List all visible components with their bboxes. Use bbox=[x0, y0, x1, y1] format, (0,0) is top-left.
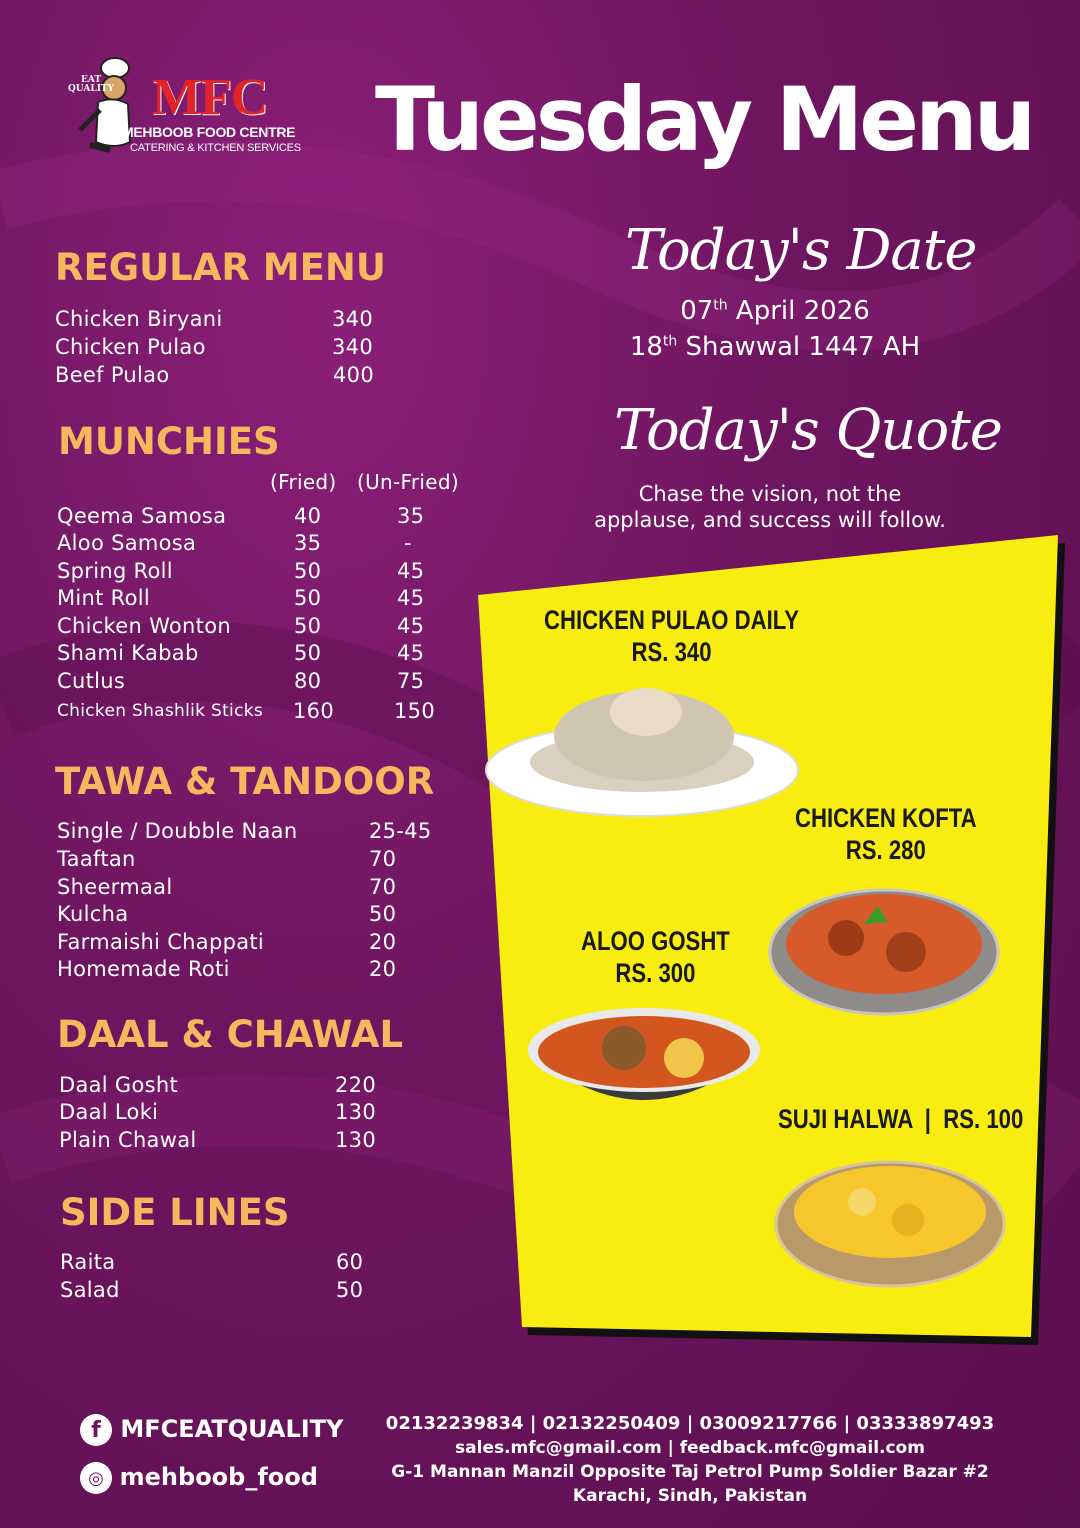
section-heading-regular-menu: REGULAR MENU bbox=[55, 246, 386, 289]
item-price: 70 bbox=[369, 847, 397, 871]
email-addresses: sales.mfc@gmail.com | feedback.mfc@gmail.com bbox=[455, 1438, 925, 1458]
hijri-suffix: th bbox=[662, 333, 678, 350]
todays-quote-heading: Today's Quote bbox=[614, 398, 1002, 463]
brand-subtitle: CATERING & KITCHEN SERVICES bbox=[130, 142, 301, 154]
section-heading-munchies: MUNCHIES bbox=[58, 420, 280, 463]
item-price-unfried: 45 bbox=[397, 641, 425, 665]
gregorian-suffix: th bbox=[713, 297, 728, 314]
item-name: Salad bbox=[60, 1278, 120, 1302]
item-price-unfried: 45 bbox=[397, 586, 425, 610]
facebook-handle: MFCEATQUALITY bbox=[120, 1415, 344, 1443]
item-price: 220 bbox=[335, 1073, 376, 1097]
item-name: Daal Loki bbox=[59, 1100, 159, 1124]
item-price-fried: 35 bbox=[294, 531, 322, 555]
address-line: G-1 Mannan Manzil Opposite Taj Petrol Pump Soldier Bazar #2 bbox=[391, 1462, 989, 1482]
item-price: 25-45 bbox=[369, 819, 432, 843]
item-price: 50 bbox=[369, 902, 397, 926]
item-name: Mint Roll bbox=[57, 586, 151, 610]
phone-numbers: 02132239834 | 02132250409 | 03009217766 | 03333897493 bbox=[385, 1413, 995, 1434]
item-price: 400 bbox=[333, 363, 374, 387]
logo-tagline: EAT QUALITY bbox=[67, 75, 115, 94]
item-name: Aloo Samosa bbox=[57, 531, 197, 555]
item-name: Chicken Biryani bbox=[55, 307, 223, 331]
special-chicken-pulao bbox=[544, 604, 799, 668]
item-price-fried: 50 bbox=[294, 641, 322, 665]
chicken-kofta-image bbox=[766, 874, 1002, 1024]
dish-price: RS. 280 bbox=[845, 835, 926, 865]
item-price: 130 bbox=[335, 1100, 376, 1124]
item-price: 70 bbox=[369, 875, 397, 899]
todays-date-heading: Today's Date bbox=[625, 218, 977, 283]
item-price: 60 bbox=[336, 1250, 364, 1274]
item-price-unfried: 35 bbox=[397, 504, 425, 528]
item-name: Single / Doubble Naan bbox=[57, 819, 298, 843]
item-price-unfried: 150 bbox=[394, 699, 435, 723]
item-price-fried: 80 bbox=[294, 669, 322, 693]
gregorian-day: 07 bbox=[680, 296, 714, 326]
item-name: Qeema Samosa bbox=[57, 504, 227, 528]
item-price-unfried: - bbox=[404, 531, 412, 555]
item-name: Spring Roll bbox=[57, 559, 173, 583]
item-name: Shami Kabab bbox=[57, 641, 199, 665]
item-price-fried: 50 bbox=[294, 614, 322, 638]
special-chicken-kofta bbox=[795, 802, 977, 866]
column-header-unfried: (Un-Fried) bbox=[357, 470, 459, 494]
hijri-date bbox=[610, 332, 940, 362]
hijri-month-year: Shawwal 1447 AH bbox=[677, 332, 921, 362]
item-price-fried: 50 bbox=[294, 559, 322, 583]
special-suji-halwa: SUJI HALWA | RS. 100 bbox=[778, 1104, 1024, 1134]
item-price: 340 bbox=[332, 307, 373, 331]
item-price-fried: 50 bbox=[294, 586, 322, 610]
page-title: Tuesday Menu bbox=[375, 68, 1033, 171]
item-price-unfried: 45 bbox=[397, 559, 425, 583]
contact-info bbox=[378, 1412, 1002, 1508]
dish-price: RS. 340 bbox=[631, 637, 712, 667]
gregorian-date bbox=[630, 296, 920, 326]
suji-halwa-image bbox=[770, 1150, 1010, 1300]
hijri-day: 18 bbox=[629, 332, 663, 362]
item-name: Cutlus bbox=[57, 669, 126, 693]
column-header-fried: (Fried) bbox=[270, 470, 337, 494]
item-name: Kulcha bbox=[57, 902, 129, 926]
instagram-icon: ◎ bbox=[80, 1462, 112, 1494]
section-heading-daal-chawal: DAAL & CHAWAL bbox=[57, 1013, 404, 1056]
section-heading-tawa-tandoor: TAWA & TANDOOR bbox=[55, 760, 435, 803]
address-line: Karachi, Sindh, Pakistan bbox=[572, 1486, 808, 1506]
facebook-icon: f bbox=[80, 1414, 112, 1446]
item-price-unfried: 45 bbox=[397, 614, 425, 638]
item-price-fried: 160 bbox=[293, 699, 334, 723]
item-name: Raita bbox=[60, 1250, 116, 1274]
item-name: Chicken Wonton bbox=[57, 614, 231, 638]
section-heading-side-lines: SIDE LINES bbox=[60, 1191, 290, 1234]
facebook-link[interactable] bbox=[80, 1414, 343, 1446]
dish-name: ALOO GOSHT bbox=[581, 926, 730, 956]
dish-name: CHICKEN KOFTA bbox=[795, 803, 977, 833]
brand-name: MEHBOOB FOOD CENTRE bbox=[122, 124, 296, 140]
item-name: Chicken Pulao bbox=[55, 335, 206, 359]
item-name: Farmaishi Chappati bbox=[57, 930, 265, 954]
item-name: Chicken Shashlik Sticks bbox=[57, 701, 264, 721]
item-name: Homemade Roti bbox=[57, 957, 230, 981]
item-name: Sheermaal bbox=[57, 875, 173, 899]
item-price: 130 bbox=[335, 1128, 376, 1152]
instagram-link[interactable] bbox=[80, 1462, 318, 1494]
item-name: Beef Pulao bbox=[55, 363, 170, 387]
aloo-gosht-image bbox=[524, 1000, 764, 1135]
quote-line: Chase the vision, not the bbox=[638, 482, 902, 506]
item-name: Plain Chawal bbox=[59, 1128, 197, 1152]
item-price: 340 bbox=[332, 335, 373, 359]
special-aloo-gosht bbox=[581, 925, 730, 989]
item-price-fried: 40 bbox=[294, 504, 322, 528]
item-name: Daal Gosht bbox=[59, 1073, 179, 1097]
quote-text bbox=[590, 481, 950, 533]
item-price: 50 bbox=[336, 1278, 364, 1302]
item-price: 20 bbox=[369, 930, 397, 954]
item-price-unfried: 75 bbox=[397, 669, 425, 693]
quote-line: applause, and success will follow. bbox=[594, 508, 946, 532]
chicken-pulao-image bbox=[484, 676, 804, 826]
item-price: 20 bbox=[369, 957, 397, 981]
logo-mark: MFC bbox=[152, 69, 268, 126]
brand-logo bbox=[60, 50, 330, 160]
item-name: Taaftan bbox=[57, 847, 136, 871]
instagram-handle: mehboob_food bbox=[119, 1463, 318, 1491]
gregorian-month-year: April 2026 bbox=[727, 296, 870, 326]
dish-name: CHICKEN PULAO DAILY bbox=[544, 605, 800, 635]
dish-price: RS. 300 bbox=[615, 958, 696, 988]
